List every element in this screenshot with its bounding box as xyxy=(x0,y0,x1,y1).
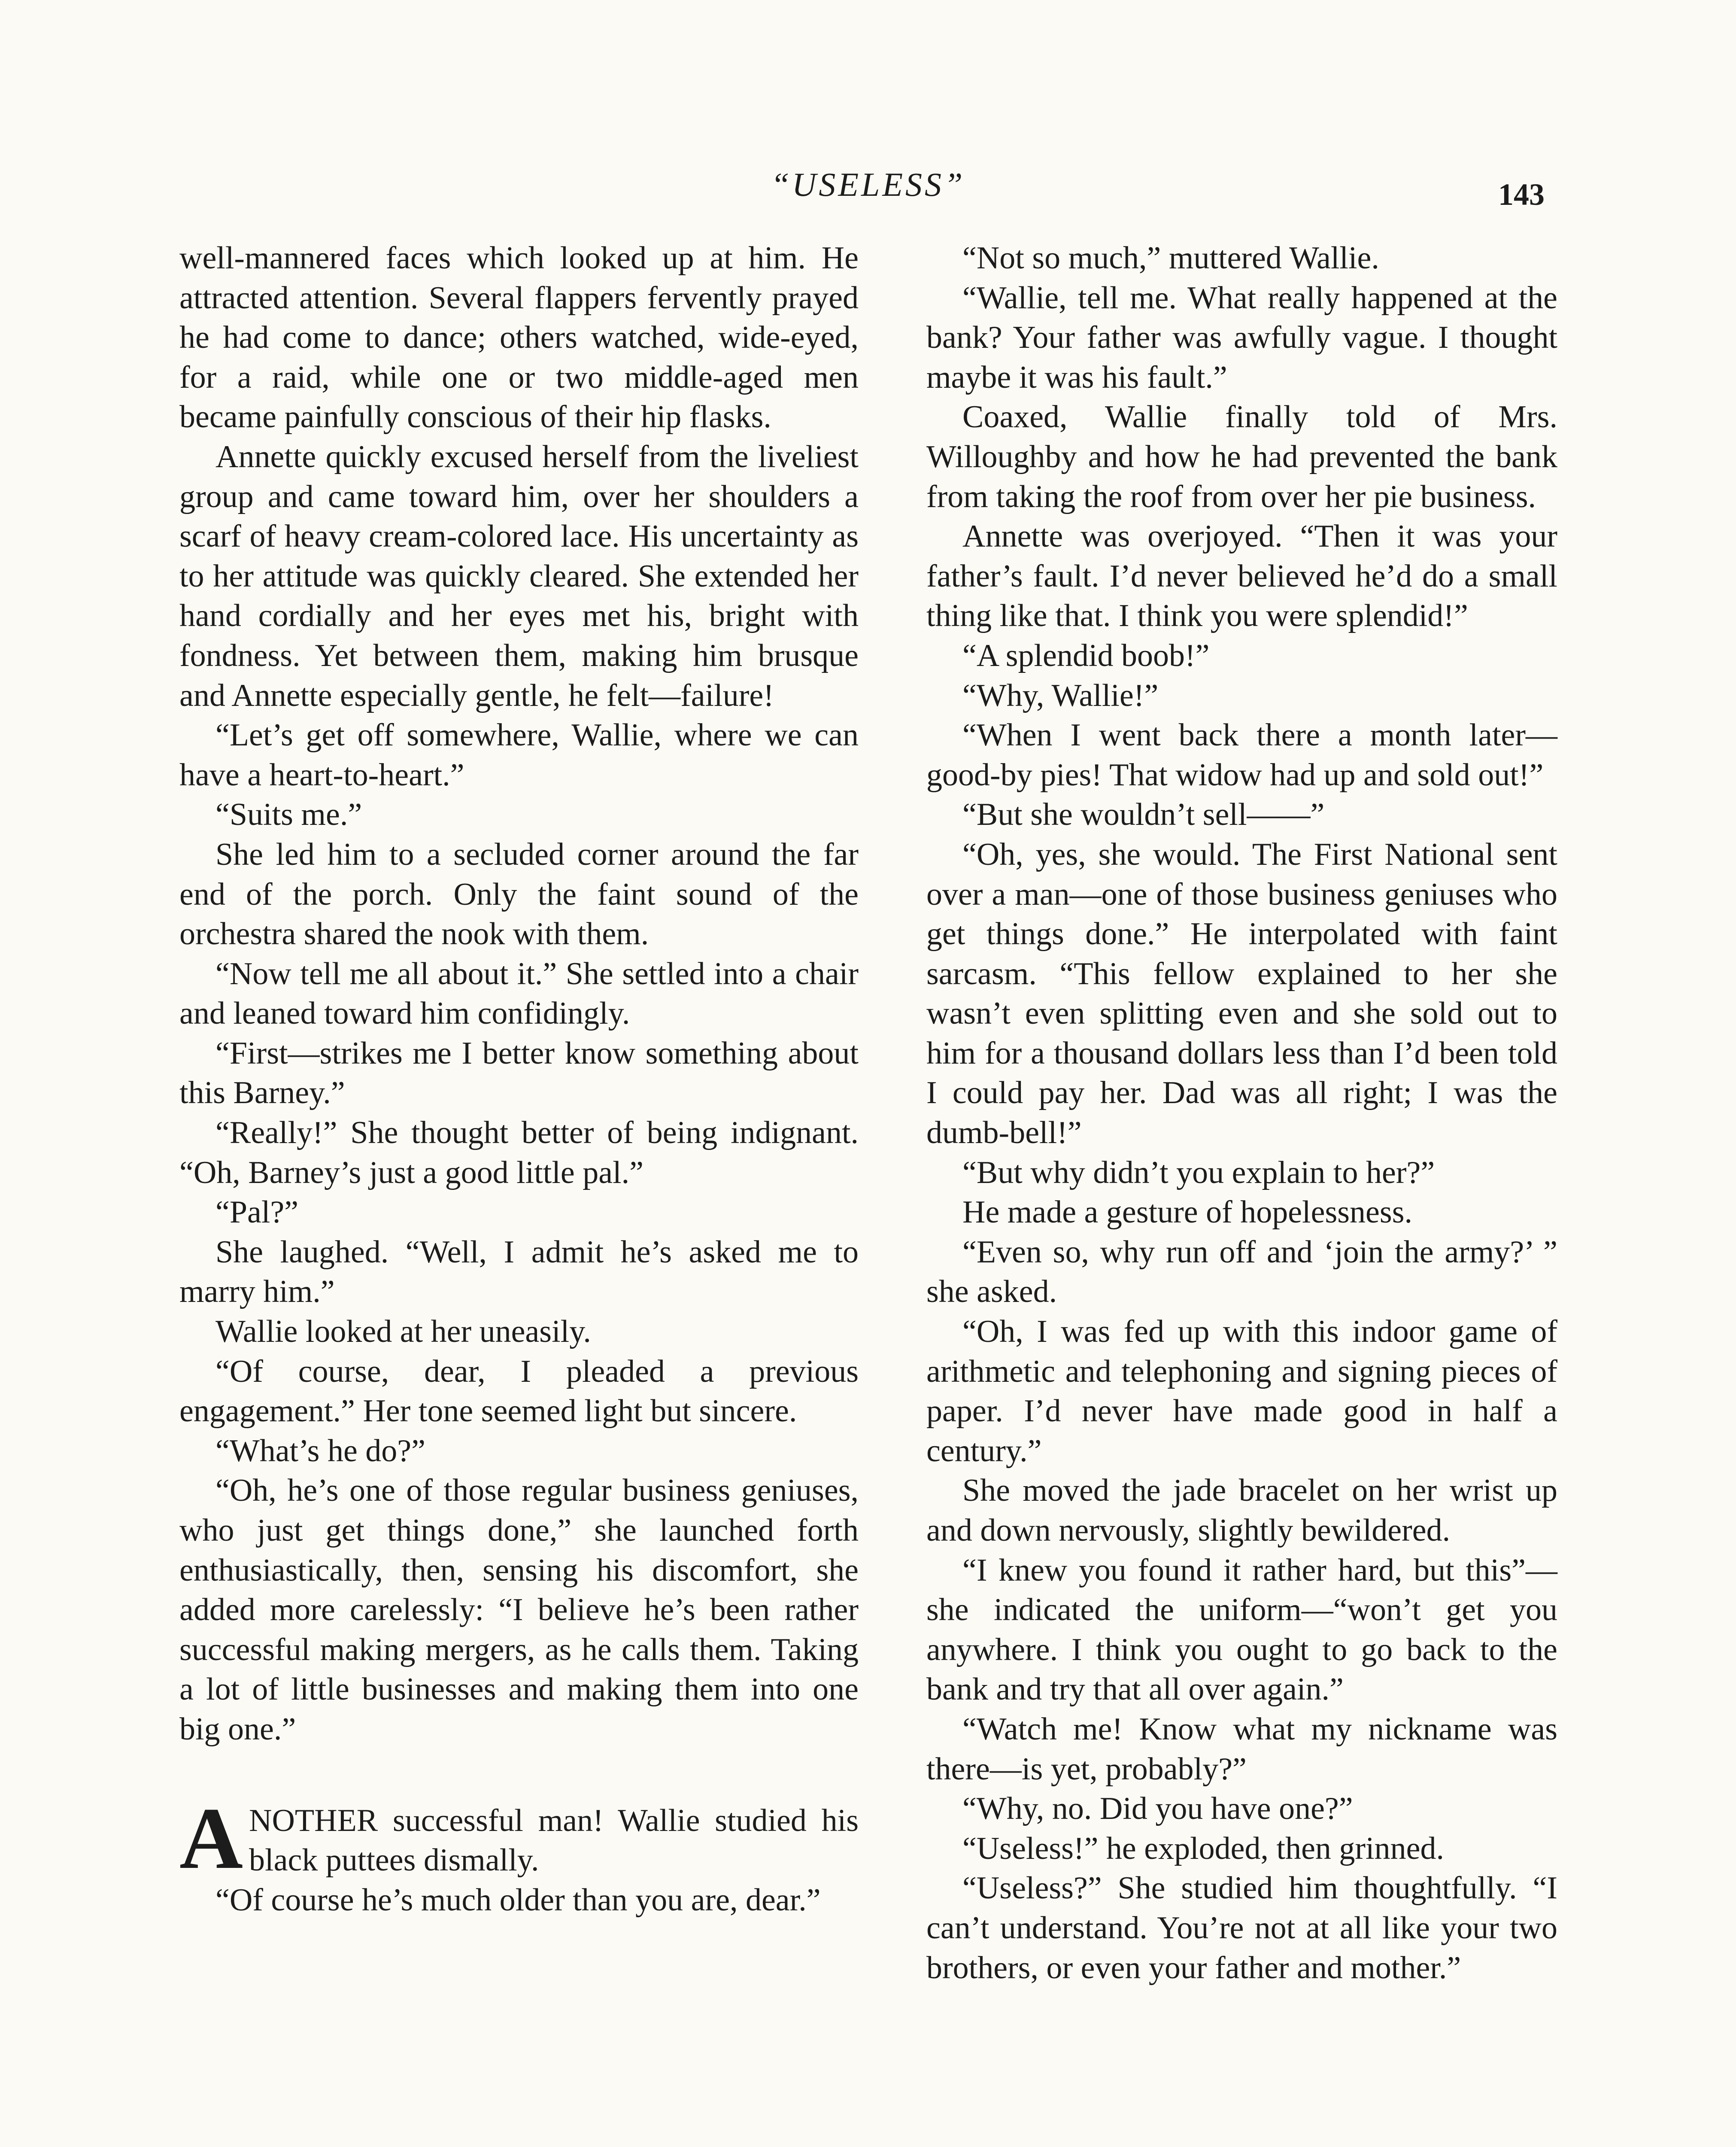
paragraph: “Now tell me all about it.” She settled into a chair and leaned toward him confidingly. xyxy=(179,956,859,1031)
paragraph: “Of course he’s much older than you are, dear.” xyxy=(215,1882,821,1918)
page-number: 143 xyxy=(1498,177,1545,212)
paragraph: “Wallie, tell me. What really happened at the bank? Your father was awfully vague. I thought maybe it was his fault.” xyxy=(926,280,1557,395)
paragraph: “Oh, I was fed up with this indoor game of arithmetic and telephoning and signing pieces of paper. I’d never have made good in half a century.” xyxy=(926,1314,1557,1469)
paragraph: “Why, Wallie!” xyxy=(962,678,1159,713)
paragraph: “Oh, he’s one of those regular business geniuses, who just get things done,” she launched forth enthusiastically, then, sensing his discomfort, she added more carelessly: “I believe he’s been rather successful making mergers, as he calls them. Taking a lot of little businesses and making them into one big one.” xyxy=(179,1473,859,1747)
paragraph: Coaxed, Wallie finally told of Mrs. Willoughby and how he had prevented the bank from taking the roof from over her pie business. xyxy=(926,399,1557,514)
paragraph: “Pal?” xyxy=(215,1195,299,1230)
running-title: “USELESS” xyxy=(771,166,965,203)
paragraph: “First—strikes me I better know something about this Barney.” xyxy=(179,1035,859,1111)
paragraph: He made a gesture of hopelessness. xyxy=(962,1195,1412,1230)
paragraph: “Useless!” he exploded, then grinned. xyxy=(962,1831,1444,1866)
paragraph: “Useless?” She studied him thoughtfully. “I can’t understand. You’re not at all like your two brothers, or even your father and mother.” xyxy=(926,1870,1557,1986)
paragraph: Annette quickly excused herself from the liveliest group and came toward him, over her shoulders a scarf of heavy cream-colored lace. His uncertainty as to her attitude was quickly cleared. She extended her hand cordially and her eyes met his, bright with fondness. Yet between them, making him brusque and Annette especially gentle, he felt—failure! xyxy=(179,439,859,713)
paragraph: “Of course, dear, I pleaded a previous engagement.” Her tone seemed light but sincere. xyxy=(179,1353,859,1429)
paragraph: She led him to a secluded corner around the far end of the porch. Only the faint sound of the orchestra shared the nook with them. xyxy=(179,836,859,952)
paragraph: Wallie looked at her uneasily. xyxy=(215,1314,591,1350)
section-opener xyxy=(179,1789,859,1887)
section-opener-text: NOTHER successful man! Wallie studied his black puttees dismally. xyxy=(249,1803,859,1878)
paragraph: “A splendid boob!” xyxy=(962,638,1210,673)
right-column xyxy=(926,238,1557,1988)
paragraph: “Not so much,” muttered Wallie. xyxy=(962,240,1379,276)
paragraph: “When I went back there a month later—good-by pies! That widow had up and sold out!” xyxy=(926,718,1557,793)
paragraph: “Let’s get off somewhere, Wallie, where we can have a heart-to-heart.” xyxy=(179,718,859,793)
paragraph: “Suits me.” xyxy=(215,797,362,833)
paragraph: “Even so, why run off and ‘join the army?’ ” she asked. xyxy=(926,1234,1557,1310)
paragraph: “Oh, yes, she would. The First National sent over a man—one of those business geniuses who get things done.” He interpolated with faint sarcasm. “This fellow explained to her she wasn’t even splitting even and she sold out to him for a thousand dollars less than I’d been told I could pay her. Dad was all right; I was the dumb-bell!” xyxy=(926,836,1557,1151)
left-column xyxy=(179,238,859,1920)
paragraph: She laughed. “Well, I admit he’s asked me to marry him.” xyxy=(179,1234,859,1310)
paragraph: Annette was overjoyed. “Then it was your father’s fault. I’d never believed he’d do a small thing like that. I think you were splendid!” xyxy=(926,519,1557,634)
paragraph: “I knew you found it rather hard, but this”—she indicated the uniform—“won’t get you anywhere. I think you ought to go back to the bank and try that all over again.” xyxy=(926,1552,1557,1707)
paragraph: “But she wouldn’t sell——” xyxy=(962,797,1325,833)
paragraph: “Why, no. Did you have one?” xyxy=(962,1791,1353,1827)
paragraph: “What’s he do?” xyxy=(215,1433,425,1469)
paragraph: well-mannered faces which looked up at him. He attracted attention. Several flappers fervently prayed he had come to dance; others watched, wide-eyed, for a raid, while one or two middle-aged men became painfully conscious of their hip flasks. xyxy=(179,240,859,435)
paragraph: “Really!” She thought better of being indignant. “Oh, Barney’s just a good little pal.” xyxy=(179,1115,859,1190)
paragraph: “Watch me! Know what my nickname was there—is yet, probably?” xyxy=(926,1711,1557,1787)
paragraph: “But why didn’t you explain to her?” xyxy=(962,1155,1435,1190)
paragraph: She moved the jade bracelet on her wrist up and down nervously, slightly bewildered. xyxy=(926,1473,1557,1548)
drop-cap: A xyxy=(179,1789,243,1887)
